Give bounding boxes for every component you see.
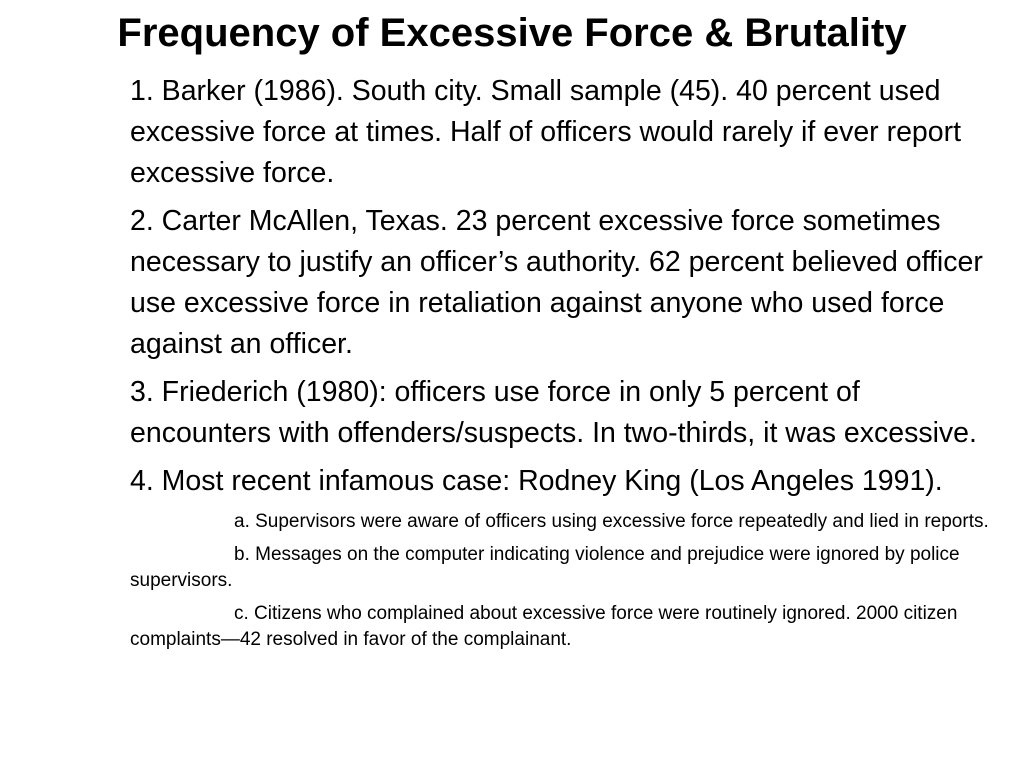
sub-item-messages: b. Messages on the computer indicating violence and prejudice were ignored by police supervisors. [130, 544, 960, 591]
list-item-barker: 1. Barker (1986). South city. Small sample (45). 40 percent used excessive force at times. Half of officers would rarely if ever report excessive force. [130, 75, 962, 189]
sub-item-supervisors: a. Supervisors were aware of officers using excessive force repeatedly and lied in reports. [234, 511, 989, 532]
slide-title: Frequency of Excessive Force & Brutality [117, 11, 907, 55]
slide-body [130, 71, 1000, 660]
list-item-friederich: 3. Friederich (1980): officers use force in only 5 percent of encounters with offenders/suspects. In two-thirds, it was excessive. [130, 376, 977, 449]
sub-item-complaints: c. Citizens who complained about excessive force were routinely ignored. 2000 citizen complaints—42 resolved in favor of the complainant. [130, 603, 958, 650]
list-item-rodney-king: 4. Most recent infamous case: Rodney King (Los Angeles 1991). [130, 465, 943, 497]
list-item-carter: 2. Carter McAllen, Texas. 23 percent excessive force sometimes necessary to justify an officer’s authority. 62 percent believed officer use excessive force in retaliation against anyone who used force against an officer. [130, 205, 983, 360]
